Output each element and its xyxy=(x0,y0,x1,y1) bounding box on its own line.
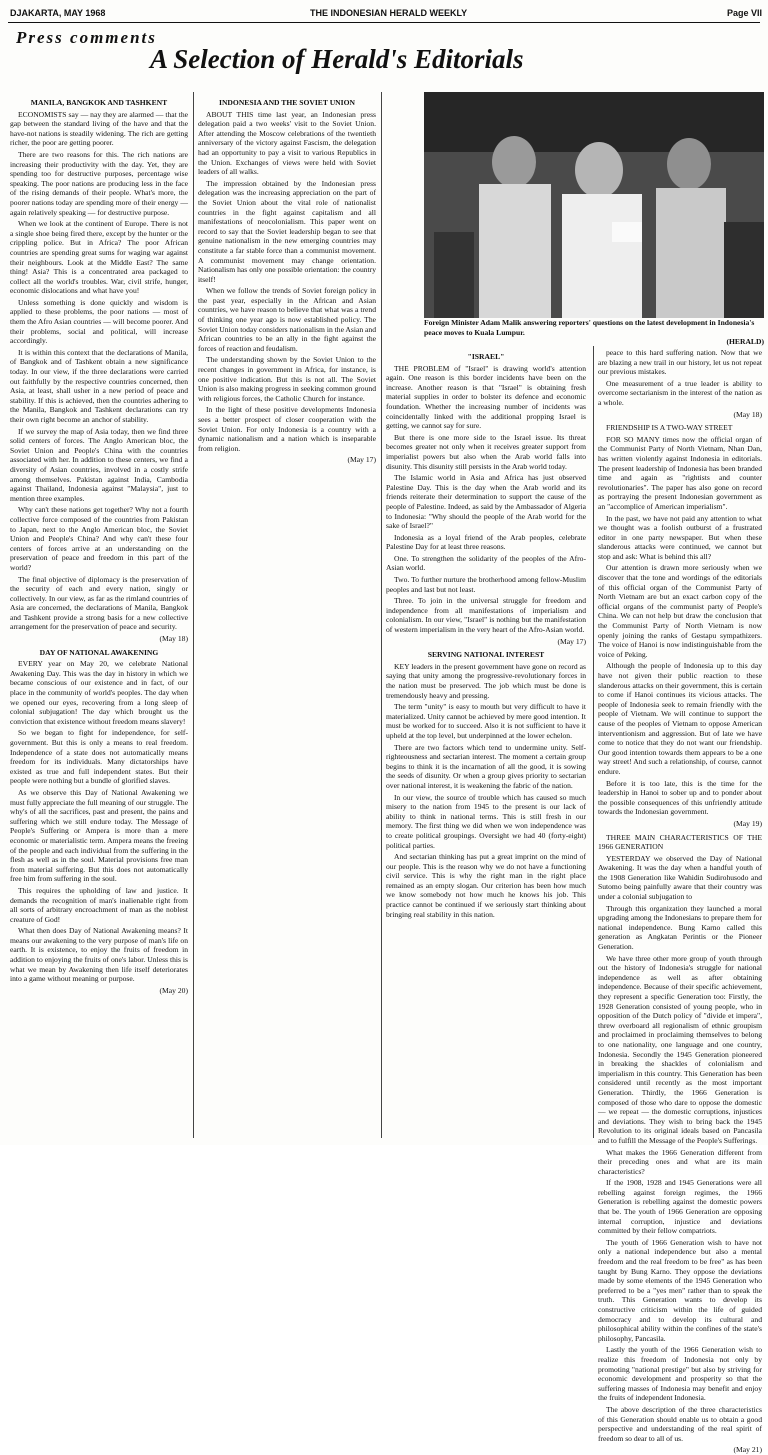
article-date: (May 19) xyxy=(733,818,762,828)
article-paragraph: The term "unity" is easy to mouth but very difficult to have it materialized. Unity cannot be achieved by mere good intention. It must be worked for to succeed. Also it is not sufficient to have it upheld at the top level, but underpinned at the lower echelon. xyxy=(386,702,586,740)
article-paragraph: Our attention is drawn more seriously when we discover that the tone and wordings of the editorials of this official organ of the Communist Party of North Vietnam are but an exact carbon copy of the official organs of the communist party of People's China. We can not help but draw the conclusion that the Communist Party of North Vietnam is now openly joining the ranks of Gestapu sympathizers. The voice of Hanoi is now indistinguishable from the voice of Peking. xyxy=(598,563,762,659)
article-soviet-union xyxy=(198,98,376,465)
photo-credit: (HERALD) xyxy=(726,337,764,347)
article-paragraph: Although the people of Indonesia up to this day have not given their public reaction to these slanderous attacks on their government, this is certain to come if Hanoi continues its vicious attacks. The people of Indonesia seek to remain friendly with the people of Vietnam. We will continue to support the cause of the peoples of Vietnam to oppose American interventionism and aggression. But of late we have come to notice that they do not want our friendship. Our good intention towards them appears to be a one way street! And such a relationship, of course, cannot endure. xyxy=(598,661,762,776)
article-paragraph: There are two reasons for this. The rich nations are increasing their productivity with the day. Yet, they are spending too for destructive purposes, percentage wise speaking. The poor nations are producing less in the face of the rising demands of their people. What's more, the poorer nations today are spending more of their energy — again relatively speaking — for destructive purpose. xyxy=(10,149,188,217)
article-paragraph: ECONOMISTS say — nay they are alarmed — that the gap between the standard living of the have and that the have-not nations is steadily widening. The rich are getting richer, the poor are getting poorer. xyxy=(10,109,188,148)
article-paragraph: When we follow the trends of Soviet foreign policy in the past year, especially in the African and Asian countries, we have reason to believe that what was a trend of thinking one year ago is now established policy. The Soviet Union today considers nationalism in the Asian and African countries to be an ally in the fight against the forces of reaction and feudalism. xyxy=(198,286,377,353)
article-paragraph: Three. To join in the universal struggle for freedom and independence from all manifestations of imperialism and colonialism. In our view, "Israel" is nothing but the manifestation of western imperialism in the very heart of the Afro-Asian world. xyxy=(386,596,586,635)
article-paragraph: This requires the upholding of law and justice. It demands the recognition of man's inalienable right from all sorts of arbitrary encroachment of man as the noblest creature of God! xyxy=(10,885,188,924)
section-kicker: Press comments xyxy=(16,28,157,47)
masthead-date: DJAKARTA, MAY 1968 xyxy=(10,8,106,18)
article-generation-continued xyxy=(598,904,762,1455)
article-paragraph: It is within this context that the declarations of Manila, of Bangkok and of Tashkent obtain a new significance today. In our view, if the three declarations were carried out faithfully by the respective countries concerned, then Asia, at least, shall usher in a new period of peace and stability. If this is achieved, then the countries adhering to the Manila, Bangkok and Tashkent declarations can try their own right become an anchor of stability. xyxy=(10,347,188,424)
column-4 xyxy=(598,348,762,1455)
article-paragraph: Why can't these nations get together? Why not a fourth collective force composed of the countries from Pakistan to Japan, next to the Anglo American bloc, the Soviet Union and People's China? And why can't these four centers of forces arrive at an understanding on the preservation of peace and freedom in this part of the world? xyxy=(10,505,188,572)
column-divider xyxy=(381,92,382,1138)
column-3 xyxy=(386,348,586,1138)
article-paragraph: Through this organization they launched a moral upgrading among the Indonesians to prepare them for national independence. Bung Karno called this generation as Angkatan Perintis or the Pioneer Generation. xyxy=(598,903,762,952)
article-title: "ISRAEL" xyxy=(467,352,505,361)
article-paragraph: peace to this hard suffering nation. Now that we are blazing a new trail in our history, let us not repeat our previous mistakes. xyxy=(598,348,762,377)
article-israel xyxy=(386,352,586,646)
article-paragraph: EVERY year on May 20, we celebrate National Awakening Day. This was the day in history in which we became conscious of our existence and in fact, of our place in the community of world's peoples. The day when we opened our eyes, recovering from a long sleep of colonial subjugation! The day which brought us the conviction that existence without freedom means slavery! xyxy=(10,659,188,726)
article-title: DAY OF NATIONAL AWAKENING xyxy=(39,647,159,657)
photo-caption xyxy=(424,318,764,347)
column-divider xyxy=(193,92,194,1138)
article-date: (May 18) xyxy=(159,634,188,644)
photo-illustration xyxy=(424,92,764,318)
article-paragraph: Two. To further nurture the brotherhood among fellow-Muslim peoples and last but not least. xyxy=(386,575,586,594)
article-friendship xyxy=(598,423,762,828)
article-paragraph: Lastly the youth of the 1966 Generation wish to realize this freedom of Indonesia not only by promoting "national prestige" but also by striving for economic development and prosperity so that the suffering masses of Indonesia may benefit and enjoy the fruits of independent Indonesia. xyxy=(598,1345,762,1403)
article-paragraph: In the past, we have not paid any attention to what we thought was a foolish outburst of a frustrated editor in one party newspaper. But when these slanderous attacks were continued, we cannot but stop and ask: What is behind this all? xyxy=(598,513,762,561)
article-paragraph: The understanding shown by the Soviet Union to the recent changes in government in Africa, for instance, is one positive indication. But this is not all. The Soviet Union is also making progress in seeking common ground with religious forces, the Catholic Church for instance. xyxy=(198,355,376,403)
article-three-characteristics xyxy=(598,833,762,902)
article-paragraph: One. To strengthen the solidarity of the peoples of the Afro-Asian world. xyxy=(386,553,586,573)
article-title: MANILA, BANGKOK AND TASHKENT xyxy=(30,98,168,107)
page-headline: A Selection of Herald's Editorials xyxy=(150,44,524,74)
israel-strip xyxy=(386,94,422,344)
article-title: SERVING NATIONAL INTEREST xyxy=(427,650,545,660)
column-2 xyxy=(198,94,376,1134)
masthead-rule xyxy=(8,22,760,23)
masthead-title: THE INDONESIAN HERALD WEEKLY xyxy=(310,8,468,18)
article-paragraph: KEY leaders in the present government have gone on record as saying that unity among the progressive-revolutionary forces in the nation must be preserved. The job which must be done is tremendously heavy and pressing. xyxy=(386,661,586,700)
masthead-page: Page VII xyxy=(726,8,762,18)
article-paragraph: Indonesia as a loyal friend of the Arab peoples, celebrate Palestine Day for at least three reasons. xyxy=(386,532,586,552)
article-paragraph: If we survey the map of Asia today, then we find three solid centers of forces. The Anglo American bloc, the Soviet Union and People's China with the countries associated with her. In addition to these centers, we find a diversity of Asian countries, involved in a costly strife among themselves. Pakistan against India, Cambodia against Thailand, Indonesia against "Malaysia", just to mention three examples. xyxy=(10,426,188,503)
article-paragraph: There are two factors which tend to undermine unity. Self-righteousness and sectarian interest. The moment a certain group begins to think it is the incarnation of all the good, it is sowing the seeds of disunity. Or when a group gives priority to sectarian over national interest, it is weakening the fabric of the nation. xyxy=(386,742,586,790)
article-paragraph: YESTERDAY we observed the Day of National Awakening. It was the day when a handful youth of the 1908 Generation like Wahidin Sudirohusodo and Sutomo being painfully aware that their country was under a colonial subjugation to xyxy=(598,853,762,902)
article-paragraph: ABOUT THIS time last year, an Indonesian press delegation paid a two weeks' visit to the Soviet Union. After attending the Moscow celebrations of the twentieth anniversary of the victory against Fascism, the delegation had an opportunity to pay a visit to various Republics in the Union. Exchanges of views were held with Soviet leaders of all walks. xyxy=(198,109,376,177)
article-title: THREE MAIN CHARACTERISTICS OF THE 1966 GENERATION xyxy=(598,832,762,852)
article-paragraph: The above description of the three characteristics of this Generation should enable us to obtain a good perspective and understanding of the real spirit of freedom so dear to all of us. xyxy=(598,1404,762,1443)
news-photo xyxy=(424,92,764,318)
article-paragraph: So we began to fight for independence, for self-government. But this is only a means to real freedom. Independence of a state does not automatically means freedom for its individuals. Many dictatorships have existed as true and full independent states. But their people were nothing but a bundle of glorified slaves. xyxy=(10,728,188,786)
article-date: (May 18) xyxy=(733,409,762,419)
article-paragraph: If the 1908, 1928 and 1945 Generations were all rebelling against foreign regimes, the 1966 Generation is rebelling against the domestic powers that be. The youth of 1966 Generation are opposing internal corruption, injustice and deviations committed by their fellow compatriots. xyxy=(598,1178,762,1236)
article-paragraph: The final objective of diplomacy is the preservation of the security of each and every nation, singly or collectively. In our view, as far as the rimland countries of Asia are concerned, the declarations of Manila, Bangkok and Tashkent provide a strong basis for a new collective arrangement for the preservation of peace and security. xyxy=(10,574,188,632)
article-paragraph: In the light of these positive developments Indonesia sees a better prospect of closer cooperation with the Soviet Union. For only Indonesia is a country with a dynamic nationalism and a nation which is inseparable from religion. xyxy=(198,405,376,453)
masthead xyxy=(10,6,762,22)
article-paragraph: When we look at the continent of Europe. There is not a single shoe being fired there, except by the hunter or the crippling police. But in Africa? The poor African countries are spending great sums for waging war against their neighbours. Look at the Middle East? The same thing! Asia? This is a concentrated area packaged to collect all the world's troubles. War, civil strife, hunger, economic dislocations and what have you! xyxy=(10,219,188,296)
column-divider xyxy=(593,346,594,1138)
article-date: (May 17) xyxy=(557,636,586,646)
article-serving-national-interest xyxy=(386,650,586,919)
article-paragraph: The Islamic world in Asia and Africa has just observed Palestine Day. This is the day when the Arab world and its friends reiterate their determination to support the cause of the people of Palestine. Indeed, as said by the Ambassador of Algeria to Indonesia: "Why should the people of the Arab world for the sake of Israel?" xyxy=(386,473,586,531)
article-manila xyxy=(10,98,188,644)
article-paragraph: We have three other more group of youth through out the history of Indonesia's struggle for national independence as well as after obtaining independence. Because of their specific achievement, they represent a specific Generation too: Firstly, the 1928 Generation consisted of young people, who in opposition of the Dutch policy of "divide et impera", threw overboard all regionalism of ethnic groupism and proclaimed in proclaiming themselves to belong to one nationality, one language and one country, Indonesia. Secondly the 1945 Generation pioneered in breaking the shackles of colonialism and imperialism in this country. This Generation has been considered until recently as the most important Generation. Thirdly, the 1966 Generation is composed of those who dare to oppose the domestic — we repeat — the domestic corruptions, injustices and deviations. They wish to bring back the 1945 Revolution to its original ideals based on Pancasila and to fulfill the Message of the People's Sufferings. xyxy=(598,953,762,1145)
column-1 xyxy=(10,94,188,1134)
article-paragraph: What then does Day of National Awakening means? It means our awakening to the very purpose of man's life on earth. It is existence, to enjoy the fruits of freedom in addition to enjoying the fruits of one's labor. Unless this is what we mean by Awakening then life itself deteriorates into a game without meaning or purpose. xyxy=(10,926,188,984)
article-paragraph: But there is one more side to the Israel issue. Its threat becomes greater not only when it receives greater support from imperialist powers but also when the Arab world falls into disunity. This disunity still persists in the Arab world today. xyxy=(386,432,586,471)
article-paragraph: In our view, the source of trouble which has caused so much misery to the nation from 1945 to the present is our lack of ability to think in national terms. This is still fresh in our memory. The first thing we did when we won independence was to create political groupings. Oversight we had 40 (forty-eight) political parties. xyxy=(386,792,586,850)
article-friendship-lead xyxy=(598,348,762,419)
article-date: (May 20) xyxy=(159,985,188,995)
article-paragraph: As we observe this Day of National Awakening we must fully appreciate the full meaning of our struggle. The why's of all the sacrifices, past and present, the pains and suffering which we still endure today. The Message of People's Suffering or Ampera is more than a mere economic or materialistic term. Ampera means the freeing of the people and each individual from the suffering in the flesh as well as in the soul. Material provisions free man from material suffering. But this does not automatically free him from suffering in the soul. xyxy=(10,787,188,884)
article-paragraph: The youth of 1966 Generation wish to have not only a national independence but also a mental freedom and the real freedom to be free" as has been taught by Bung Karno. They oppose the deviations made by some elements of the 1945 Generation who preferred to be a "yes men" rather than to speak the truth. This Generation wants to develop its constructive criticism within the life of guided democracy and to develop its cultural and philosophical ability within the confines of the state's philosophy, Pancasila. xyxy=(598,1237,762,1343)
article-paragraph: Unless something is done quickly and wisdom is applied to these problems, the poor nations — most of them the Afro Asian countries — will become poorer. And their problems, social and political, will increase accordingly. xyxy=(10,297,188,346)
article-paragraph: The impression obtained by the Indonesian press delegation was the increasing appreciation on the part of the Soviet Union about the vital role of nationalist countries in the fight against capitalism and all manifestations of neocolonialism. This paper went on record to say that the Soviet leadership began to see that genuine nationalism in the new emerging countries may constitute a far stable force than a communist movement. A communist movement may change orientation. Nationalism has only one possible orientation: the country itself! xyxy=(198,178,376,284)
article-paragraph: One measurement of a true leader is ability to overcome sectarianism in the interest of the nation as a whole. xyxy=(598,378,762,407)
article-paragraph: What makes the 1966 Generation different from their preceding ones and what are its main characteristics? xyxy=(598,1147,762,1176)
article-national-awakening xyxy=(10,648,188,996)
article-paragraph: FOR SO MANY times now the official organ of the Communist Party of North Vietnam, Nhan Dan, has written violently against Indonesia in editorials. The present leadership of Indonesia has been branded time and again as "rightists and counter revolutionaries". The paper has also gone on record as portraying the present Indonesian government as an "accomplice of American imperialism". xyxy=(598,434,762,511)
article-date: (May 17) xyxy=(347,455,376,465)
photo-caption-text: Foreign Minister Adam Malik answering reporters' questions on the latest development in Indonesia's peace moves to Kuala Lumpur. xyxy=(424,318,755,337)
article-title: FRIENDSHIP IS A TWO-WAY STREET xyxy=(606,423,733,433)
article-date: (May 21) xyxy=(733,1445,762,1455)
article-paragraph: Before it is too late, this is the time for the leadership in Hanoi to sober up and to ponder about the possible consequences of this unfriendly attitude towards the Indonesian government. xyxy=(598,778,762,817)
article-paragraph: And sectarian thinking has put a great imprint on the mind of our people. This is the reason why we do not have a functioning civil service. This is why the right man in the right place remained as an empty slogan. Our criterion has been how much we know somebody not how much he knows his job. This practice cannot be continued if we seriously start thinking about bringing real stability in this nation. xyxy=(386,852,586,919)
article-paragraph: THE PROBLEM of "Israel" is drawing world's attention again. One reason is this border incidents have been on the increase. Another reason is that "Israel" is obtaining fresh material supplies in order to bolster its defence and economic foundation. Whether the increasing number of incidents was coincidentally linked with the additional propping Israel is getting, we cannot say for sure. xyxy=(386,363,586,431)
article-title: INDONESIA AND THE SOVIET UNION xyxy=(218,98,356,107)
